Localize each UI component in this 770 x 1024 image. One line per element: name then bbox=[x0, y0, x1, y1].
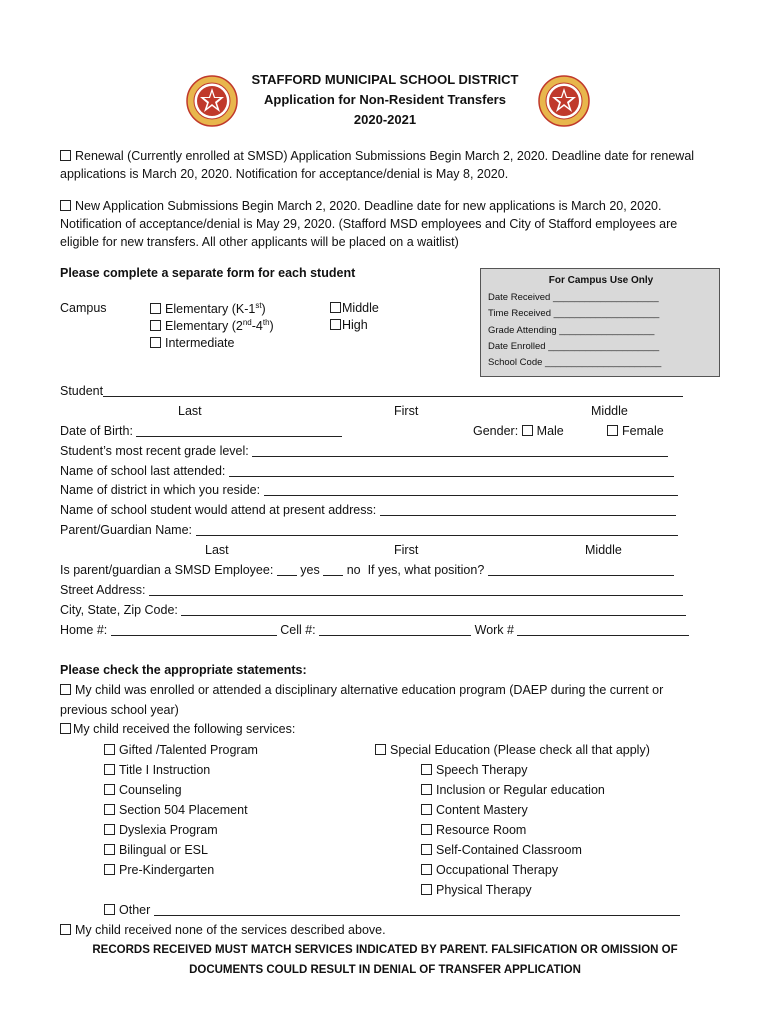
content-mastery-checkbox[interactable] bbox=[421, 804, 432, 815]
new-option: New Application Submissions Begin March 2, 2020. Deadline date for new applications is March 20, 2020. bbox=[60, 196, 661, 216]
male-checkbox[interactable] bbox=[522, 425, 533, 436]
service-dyslexia: Dyslexia Program bbox=[104, 823, 218, 837]
service-title-i: Title I Instruction bbox=[104, 763, 210, 777]
home-phone-input[interactable] bbox=[111, 623, 277, 636]
position-input[interactable] bbox=[488, 563, 674, 576]
campus-elementary-k1: Elementary (K-1st) bbox=[150, 301, 266, 316]
present-school-input[interactable] bbox=[380, 503, 676, 516]
service-special-ed: Special Education (Please check all that apply) bbox=[375, 743, 650, 757]
present-school-row: Name of school student would attend at present address: bbox=[60, 503, 676, 517]
statements-heading: Please check the appropriate statements: bbox=[60, 663, 307, 677]
physical-checkbox[interactable] bbox=[421, 884, 432, 895]
middle-checkbox[interactable] bbox=[330, 302, 341, 313]
campus-middle: Middle bbox=[330, 301, 379, 315]
service-gifted: Gifted /Talented Program bbox=[104, 743, 258, 757]
renewal-checkbox[interactable] bbox=[60, 150, 71, 161]
renewal-option: Renewal (Currently enrolled at SMSD) Application Submissions Begin March 2, 2020. Deadline date for renewal bbox=[60, 146, 694, 166]
daep-text-2: previous school year) bbox=[60, 703, 179, 717]
resource-room-checkbox[interactable] bbox=[421, 824, 432, 835]
sped-self-contained: Self-Contained Classroom bbox=[421, 843, 582, 857]
speech-checkbox[interactable] bbox=[421, 764, 432, 775]
guardian-first-caption: First bbox=[394, 543, 419, 557]
bilingual-checkbox[interactable] bbox=[104, 844, 115, 855]
daep-option: My child was enrolled or attended a disciplinary alternative education program (DAEP during the current or bbox=[60, 683, 663, 697]
school-last-input[interactable] bbox=[229, 464, 674, 477]
new-application-checkbox[interactable] bbox=[60, 200, 71, 211]
other-input[interactable] bbox=[154, 903, 680, 916]
warning-line-2: DOCUMENTS COULD RESULT IN DENIAL OF TRANSFER APPLICATION bbox=[189, 964, 581, 976]
guardian-row: Parent/Guardian Name: bbox=[60, 523, 678, 537]
self-contained-checkbox[interactable] bbox=[421, 844, 432, 855]
sped-content-mastery: Content Mastery bbox=[421, 803, 528, 817]
gifted-checkbox[interactable] bbox=[104, 744, 115, 755]
sped-occupational: Occupational Therapy bbox=[421, 863, 558, 877]
student-last-caption: Last bbox=[178, 404, 202, 418]
service-other: Other bbox=[104, 903, 680, 917]
date-received-field: Date Received ____________________ bbox=[488, 292, 659, 303]
special-ed-checkbox[interactable] bbox=[375, 744, 386, 755]
received-services-checkbox[interactable] bbox=[60, 723, 71, 734]
renewal-text-2: applications is March 20, 2020. Notification for acceptance/denial is May 8, 2020. bbox=[60, 167, 509, 181]
time-received-field: Time Received ____________________ bbox=[488, 308, 660, 319]
district-name: STAFFORD MUNICIPAL SCHOOL DISTRICT bbox=[251, 72, 519, 87]
elementary-k1-checkbox[interactable] bbox=[150, 303, 161, 314]
separate-form-note: Please complete a separate form for each student bbox=[60, 266, 356, 280]
new-text-2: Notification of acceptance/denial is May 29, 2020. (Stafford MSD employees and City of Stafford employees are bbox=[60, 217, 678, 231]
other-checkbox[interactable] bbox=[104, 904, 115, 915]
occupational-checkbox[interactable] bbox=[421, 864, 432, 875]
section-504-checkbox[interactable] bbox=[104, 804, 115, 815]
service-bilingual: Bilingual or ESL bbox=[104, 843, 208, 857]
sped-inclusion: Inclusion or Regular education bbox=[421, 783, 605, 797]
gender-row: Gender: Male bbox=[473, 424, 564, 438]
guardian-input[interactable] bbox=[196, 523, 678, 536]
student-name-input[interactable] bbox=[103, 384, 683, 397]
female-checkbox[interactable] bbox=[607, 425, 618, 436]
grade-attending-field: Grade Attending __________________ bbox=[488, 325, 655, 336]
campus-use-title: For Campus Use Only bbox=[548, 275, 654, 286]
high-checkbox[interactable] bbox=[330, 319, 341, 330]
service-504: Section 504 Placement bbox=[104, 803, 248, 817]
new-text-3: eligible for new transfers. All other applicants will be placed on a waitlist) bbox=[60, 235, 459, 249]
prek-checkbox[interactable] bbox=[104, 864, 115, 875]
employee-yes-input[interactable] bbox=[277, 563, 297, 576]
received-services-option: My child received the following services: bbox=[60, 722, 295, 736]
sped-speech: Speech Therapy bbox=[421, 763, 528, 777]
daep-checkbox[interactable] bbox=[60, 684, 71, 695]
campus-label: Campus bbox=[60, 301, 107, 315]
intermediate-checkbox[interactable] bbox=[150, 337, 161, 348]
sped-physical: Physical Therapy bbox=[421, 883, 532, 897]
date-enrolled-field: Date Enrolled _____________________ bbox=[488, 341, 660, 352]
school-code-field: School Code ______________________ bbox=[488, 357, 662, 368]
campus-high: High bbox=[330, 318, 368, 332]
no-services-option: My child received none of the services described above. bbox=[60, 923, 386, 937]
warning-line-1: RECORDS RECEIVED MUST MATCH SERVICES INDICATED BY PARENT. FALSIFICATION OR OMISSION OF bbox=[92, 944, 678, 956]
campus-use-only-box bbox=[480, 268, 720, 377]
student-name-row: Student bbox=[60, 384, 683, 398]
cell-phone-input[interactable] bbox=[319, 623, 471, 636]
campus-elementary-2-4: Elementary (2nd-4th) bbox=[150, 318, 274, 333]
school-year: 2020-2021 bbox=[353, 112, 417, 127]
student-middle-caption: Middle bbox=[591, 404, 628, 418]
dob-row: Date of Birth: bbox=[60, 424, 342, 438]
no-services-checkbox[interactable] bbox=[60, 924, 71, 935]
employee-no-input[interactable] bbox=[323, 563, 343, 576]
female-option: Female bbox=[607, 424, 664, 438]
form-title: Application for Non-Resident Transfers bbox=[264, 92, 506, 107]
work-phone-input[interactable] bbox=[517, 623, 689, 636]
district-row: Name of district in which you reside: bbox=[60, 483, 678, 497]
city-row: City, State, Zip Code: bbox=[60, 603, 686, 617]
street-input[interactable] bbox=[149, 583, 683, 596]
campus-intermediate: Intermediate bbox=[150, 336, 234, 350]
sped-resource-room: Resource Room bbox=[421, 823, 526, 837]
guardian-middle-caption: Middle bbox=[585, 543, 622, 557]
school-last-row: Name of school last attended: bbox=[60, 464, 674, 478]
elementary-2-4-checkbox[interactable] bbox=[150, 320, 161, 331]
grade-row: Student’s most recent grade level: bbox=[60, 444, 668, 458]
title-i-checkbox[interactable] bbox=[104, 764, 115, 775]
employee-row: Is parent/guardian a SMSD Employee: yes no If yes, what position? bbox=[60, 563, 674, 577]
district-input[interactable] bbox=[264, 483, 678, 496]
student-first-caption: First bbox=[394, 404, 419, 418]
dyslexia-checkbox[interactable] bbox=[104, 824, 115, 835]
guardian-last-caption: Last bbox=[205, 543, 229, 557]
grade-input[interactable] bbox=[252, 444, 668, 457]
service-counseling: Counseling bbox=[104, 783, 182, 797]
city-input[interactable] bbox=[181, 603, 686, 616]
counseling-checkbox[interactable] bbox=[104, 784, 115, 795]
inclusion-checkbox[interactable] bbox=[421, 784, 432, 795]
street-row: Street Address: bbox=[60, 583, 683, 597]
service-prek: Pre-Kindergarten bbox=[104, 863, 214, 877]
dob-input[interactable] bbox=[136, 424, 342, 437]
phone-row: Home #: Cell #: Work # bbox=[60, 623, 689, 637]
